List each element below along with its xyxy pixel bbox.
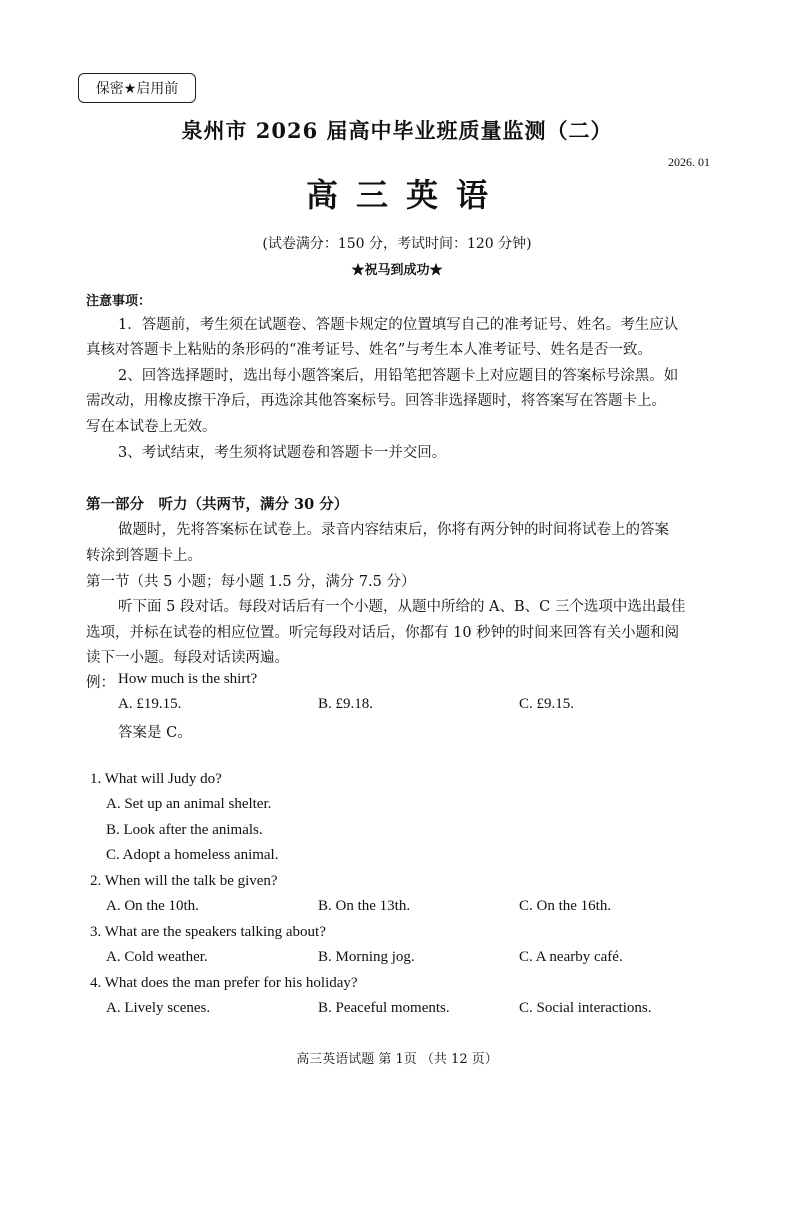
confidential-stamp: 保密★启用前 (78, 73, 196, 103)
exam-info: (试卷满分：150 分，考试时间：120 分钟) (262, 236, 532, 252)
notice-line: 需改动，用橡皮擦干净后，再选涂其他答案标号。回答非选择题时，将答案写在答题卡上。 (86, 393, 666, 409)
blessing: ★祝马到成功★ (351, 263, 443, 278)
question-stem: 4. What does the man prefer for his holiday? (90, 975, 358, 991)
question-option: B. Morning jog. (318, 949, 415, 965)
part1-intro-line: 转涂到答题卡上。 (86, 548, 202, 564)
section1-heading: 第一节（共 5 小题；每小题 1.5 分，满分 7.5 分） (86, 574, 416, 590)
question-option: B. On the 13th. (318, 898, 411, 914)
question-stem: 3. What are the speakers talking about? (90, 924, 326, 940)
exam-title: 泉州市 2026 届高中毕业班质量监测（二） (181, 118, 613, 143)
example-option: C. £9.15. (519, 696, 575, 712)
part1-heading: 第一部分 听力（共两节，满分 30 分） (86, 496, 349, 513)
subject-title: 高三英语 (305, 176, 506, 214)
question-option: B. Peaceful moments. (318, 1000, 450, 1016)
section1-line: 选项，并标在试卷的相应位置。听完每段对话后，你都有 10 秒钟的时间来回答有关小题和阅 (86, 625, 680, 641)
question-stem: 2. When will the talk be given? (90, 873, 278, 889)
question-option: C. Social interactions. (519, 1000, 652, 1016)
example-prefix: 例： (86, 675, 115, 691)
notice-line: 真核对答题卡上粘贴的条形码的“准考证号、姓名”与考生本人准考证号、姓名是否一致。 (86, 342, 652, 358)
example-option: B. £9.18. (318, 696, 374, 712)
question-option: B. Look after the animals. (106, 822, 263, 838)
question-option: A. Cold weather. (106, 949, 208, 965)
section1-line: 听下面 5 段对话。每段对话后有一个小题，从题中所给的 A、B、C 三个选项中选出最佳 (118, 599, 686, 615)
example-answer: 答案是 C。 (118, 725, 192, 741)
example-option: A. £19.15. (118, 696, 182, 712)
notice-line: 3、考试结束，考生须将试题卷和答题卡一并交回。 (118, 445, 447, 461)
notice-line: 写在本试卷上无效。 (86, 419, 217, 435)
question-option: A. Lively scenes. (106, 1000, 211, 1016)
part1-intro-line: 做题时，先将答案标在试卷上。录音内容结束后，你将有两分钟的时间将试卷上的答案 (118, 522, 669, 538)
question-option: A. On the 10th. (106, 898, 199, 914)
question-stem: 1. What will Judy do? (90, 771, 222, 787)
section1-line: 读下一小题。每段对话读两遍。 (86, 650, 289, 666)
question-option: C. On the 16th. (519, 898, 612, 914)
exam-date: 2026. 01 (668, 155, 710, 169)
notice-line: 1．答题前，考生须在试题卷、答题卡规定的位置填写自己的准考证号、姓名。考生应认 (118, 317, 679, 333)
page-footer: 高三英语试题 第 1页 （共 12 页） (296, 1052, 498, 1067)
notice-line: 2、回答选择题时，选出每小题答案后，用铅笔把答题卡上对应题目的答案标号涂黑。如 (118, 368, 679, 384)
question-option: C. Adopt a homeless animal. (106, 847, 279, 863)
example-question: How much is the shirt? (118, 671, 258, 687)
notice-heading: 注意事项： (86, 294, 152, 309)
question-option: C. A nearby café. (519, 949, 623, 965)
question-option: A. Set up an animal shelter. (106, 796, 272, 812)
